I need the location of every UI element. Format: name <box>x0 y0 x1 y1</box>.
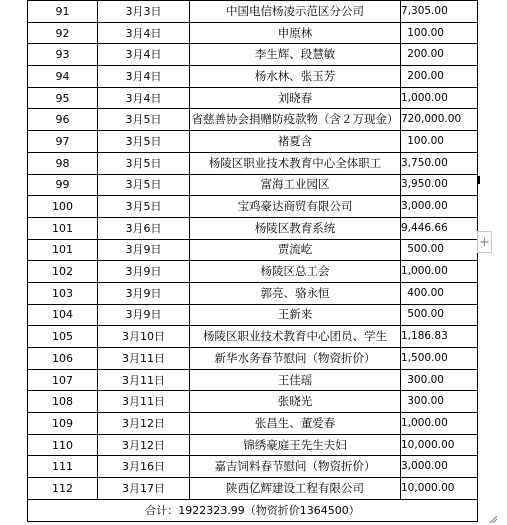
row-number: 101 <box>28 217 98 239</box>
table-row <box>28 478 478 500</box>
row-amount: 10,000.00 <box>401 434 478 456</box>
table-row <box>28 152 478 174</box>
row-date: 3月4日 <box>98 66 190 88</box>
row-amount: 3,000.00 <box>401 456 478 478</box>
donations-table <box>27 0 478 522</box>
row-amount: 720,000.00 <box>401 109 478 131</box>
row-amount: 200.00 <box>401 66 478 88</box>
row-date: 3月10日 <box>98 326 190 348</box>
table-row <box>28 174 478 196</box>
row-donor: 省慈善协会捐赠防疫款物（含２万现金） <box>190 109 401 131</box>
row-date: 3月12日 <box>98 413 190 435</box>
total-row <box>28 499 478 521</box>
table-row <box>28 261 478 283</box>
row-number: 110 <box>28 434 98 456</box>
row-donor: 李生辉、段慧敏 <box>190 44 401 66</box>
row-donor: 杨陵区教育系统 <box>190 217 401 239</box>
row-number: 108 <box>28 391 98 413</box>
row-donor: 杨陵区总工会 <box>190 261 401 283</box>
table-row <box>28 391 478 413</box>
row-donor: 郭亮、骆永恒 <box>190 282 401 304</box>
table-row <box>28 282 478 304</box>
row-donor: 申原林 <box>190 22 401 44</box>
table-row <box>28 326 478 348</box>
row-donor: 锦绣豪庭王先生夫妇 <box>190 434 401 456</box>
row-date: 3月9日 <box>98 304 190 326</box>
row-end-marker <box>477 176 480 184</box>
row-amount: 500.00 <box>401 304 478 326</box>
row-amount: 3,750.00 <box>401 152 478 174</box>
row-number: 103 <box>28 282 98 304</box>
row-donor: 褚夏含 <box>190 131 401 153</box>
row-number: 97 <box>28 131 98 153</box>
row-date: 3月4日 <box>98 22 190 44</box>
row-date: 3月9日 <box>98 239 190 261</box>
row-amount: 500.00 <box>401 239 478 261</box>
row-date: 3月11日 <box>98 369 190 391</box>
row-number: 94 <box>28 66 98 88</box>
row-donor: 王新来 <box>190 304 401 326</box>
row-amount: 400.00 <box>401 282 478 304</box>
row-amount: 3,950.00 <box>401 174 478 196</box>
table-row <box>28 217 478 239</box>
row-number: 107 <box>28 369 98 391</box>
row-donor: 贾流屹 <box>190 239 401 261</box>
row-date: 3月16日 <box>98 456 190 478</box>
row-donor: 富海工业园区 <box>190 174 401 196</box>
resize-grip-icon[interactable] <box>489 515 498 524</box>
row-amount: 10,000.00 <box>401 478 478 500</box>
row-number: 91 <box>28 1 98 23</box>
table-row <box>28 434 478 456</box>
add-row-button[interactable]: + <box>477 231 492 253</box>
row-donor: 杨陵区职业技术教育中心全体职工 <box>190 152 401 174</box>
row-date: 3月5日 <box>98 109 190 131</box>
total-summary: 合计：1922323.99（物资折价1364500） <box>28 499 478 521</box>
row-number: 96 <box>28 109 98 131</box>
table-row <box>28 22 478 44</box>
row-number: 92 <box>28 22 98 44</box>
row-date: 3月9日 <box>98 282 190 304</box>
table-row <box>28 44 478 66</box>
row-number: 93 <box>28 44 98 66</box>
row-date: 3月12日 <box>98 434 190 456</box>
row-date: 3月5日 <box>98 196 190 218</box>
table-row <box>28 131 478 153</box>
table-row <box>28 109 478 131</box>
row-number: 102 <box>28 261 98 283</box>
row-donor: 杨水林、张玉芳 <box>190 66 401 88</box>
row-donor: 王佳瑶 <box>190 369 401 391</box>
table-row <box>28 348 478 370</box>
row-amount: 1,186.83 <box>401 326 478 348</box>
row-number: 100 <box>28 196 98 218</box>
row-date: 3月5日 <box>98 131 190 153</box>
row-date: 3月17日 <box>98 478 190 500</box>
table-row <box>28 66 478 88</box>
row-donor: 宝鸡豪达商贸有限公司 <box>190 196 401 218</box>
row-amount: 100.00 <box>401 22 478 44</box>
row-donor: 杨陵区职业技术教育中心团员、学生 <box>190 326 401 348</box>
row-donor: 张昌生、董爱春 <box>190 413 401 435</box>
row-number: 95 <box>28 87 98 109</box>
row-number: 106 <box>28 348 98 370</box>
row-number: 104 <box>28 304 98 326</box>
table-row <box>28 304 478 326</box>
row-amount: 100.00 <box>401 131 478 153</box>
row-amount: 1,000.00 <box>401 261 478 283</box>
table-row <box>28 456 478 478</box>
table-row <box>28 413 478 435</box>
row-amount: 9,446.66 <box>401 217 478 239</box>
table-row <box>28 1 478 23</box>
row-donor: 中国电信杨凌示范区分公司 <box>190 1 401 23</box>
row-donor: 陕西亿辉建设工程有限公司 <box>190 478 401 500</box>
row-amount: 3,000.00 <box>401 196 478 218</box>
row-number: 111 <box>28 456 98 478</box>
row-amount: 1,500.00 <box>401 348 478 370</box>
table-row <box>28 239 478 261</box>
row-amount: 300.00 <box>401 391 478 413</box>
row-number: 98 <box>28 152 98 174</box>
row-date: 3月5日 <box>98 174 190 196</box>
table-row <box>28 87 478 109</box>
row-donor: 刘晓春 <box>190 87 401 109</box>
row-date: 3月3日 <box>98 1 190 23</box>
row-date: 3月4日 <box>98 44 190 66</box>
row-date: 3月4日 <box>98 87 190 109</box>
row-donor: 嘉吉饲料春节慰问（物资折价） <box>190 456 401 478</box>
row-date: 3月6日 <box>98 217 190 239</box>
row-donor: 张晓光 <box>190 391 401 413</box>
row-date: 3月5日 <box>98 152 190 174</box>
row-date: 3月11日 <box>98 348 190 370</box>
row-amount: 300.00 <box>401 369 478 391</box>
row-donor: 新华水务春节慰问（物资折价） <box>190 348 401 370</box>
row-amount: 1,000.00 <box>401 87 478 109</box>
row-number: 101 <box>28 239 98 261</box>
row-number: 112 <box>28 478 98 500</box>
row-date: 3月9日 <box>98 261 190 283</box>
row-number: 109 <box>28 413 98 435</box>
table-row <box>28 196 478 218</box>
row-number: 99 <box>28 174 98 196</box>
row-amount: 1,000.00 <box>401 413 478 435</box>
row-number: 105 <box>28 326 98 348</box>
donations-table-body <box>28 1 478 522</box>
table-row <box>28 369 478 391</box>
row-amount: 7,305.00 <box>401 1 478 23</box>
row-date: 3月11日 <box>98 391 190 413</box>
row-amount: 200.00 <box>401 44 478 66</box>
